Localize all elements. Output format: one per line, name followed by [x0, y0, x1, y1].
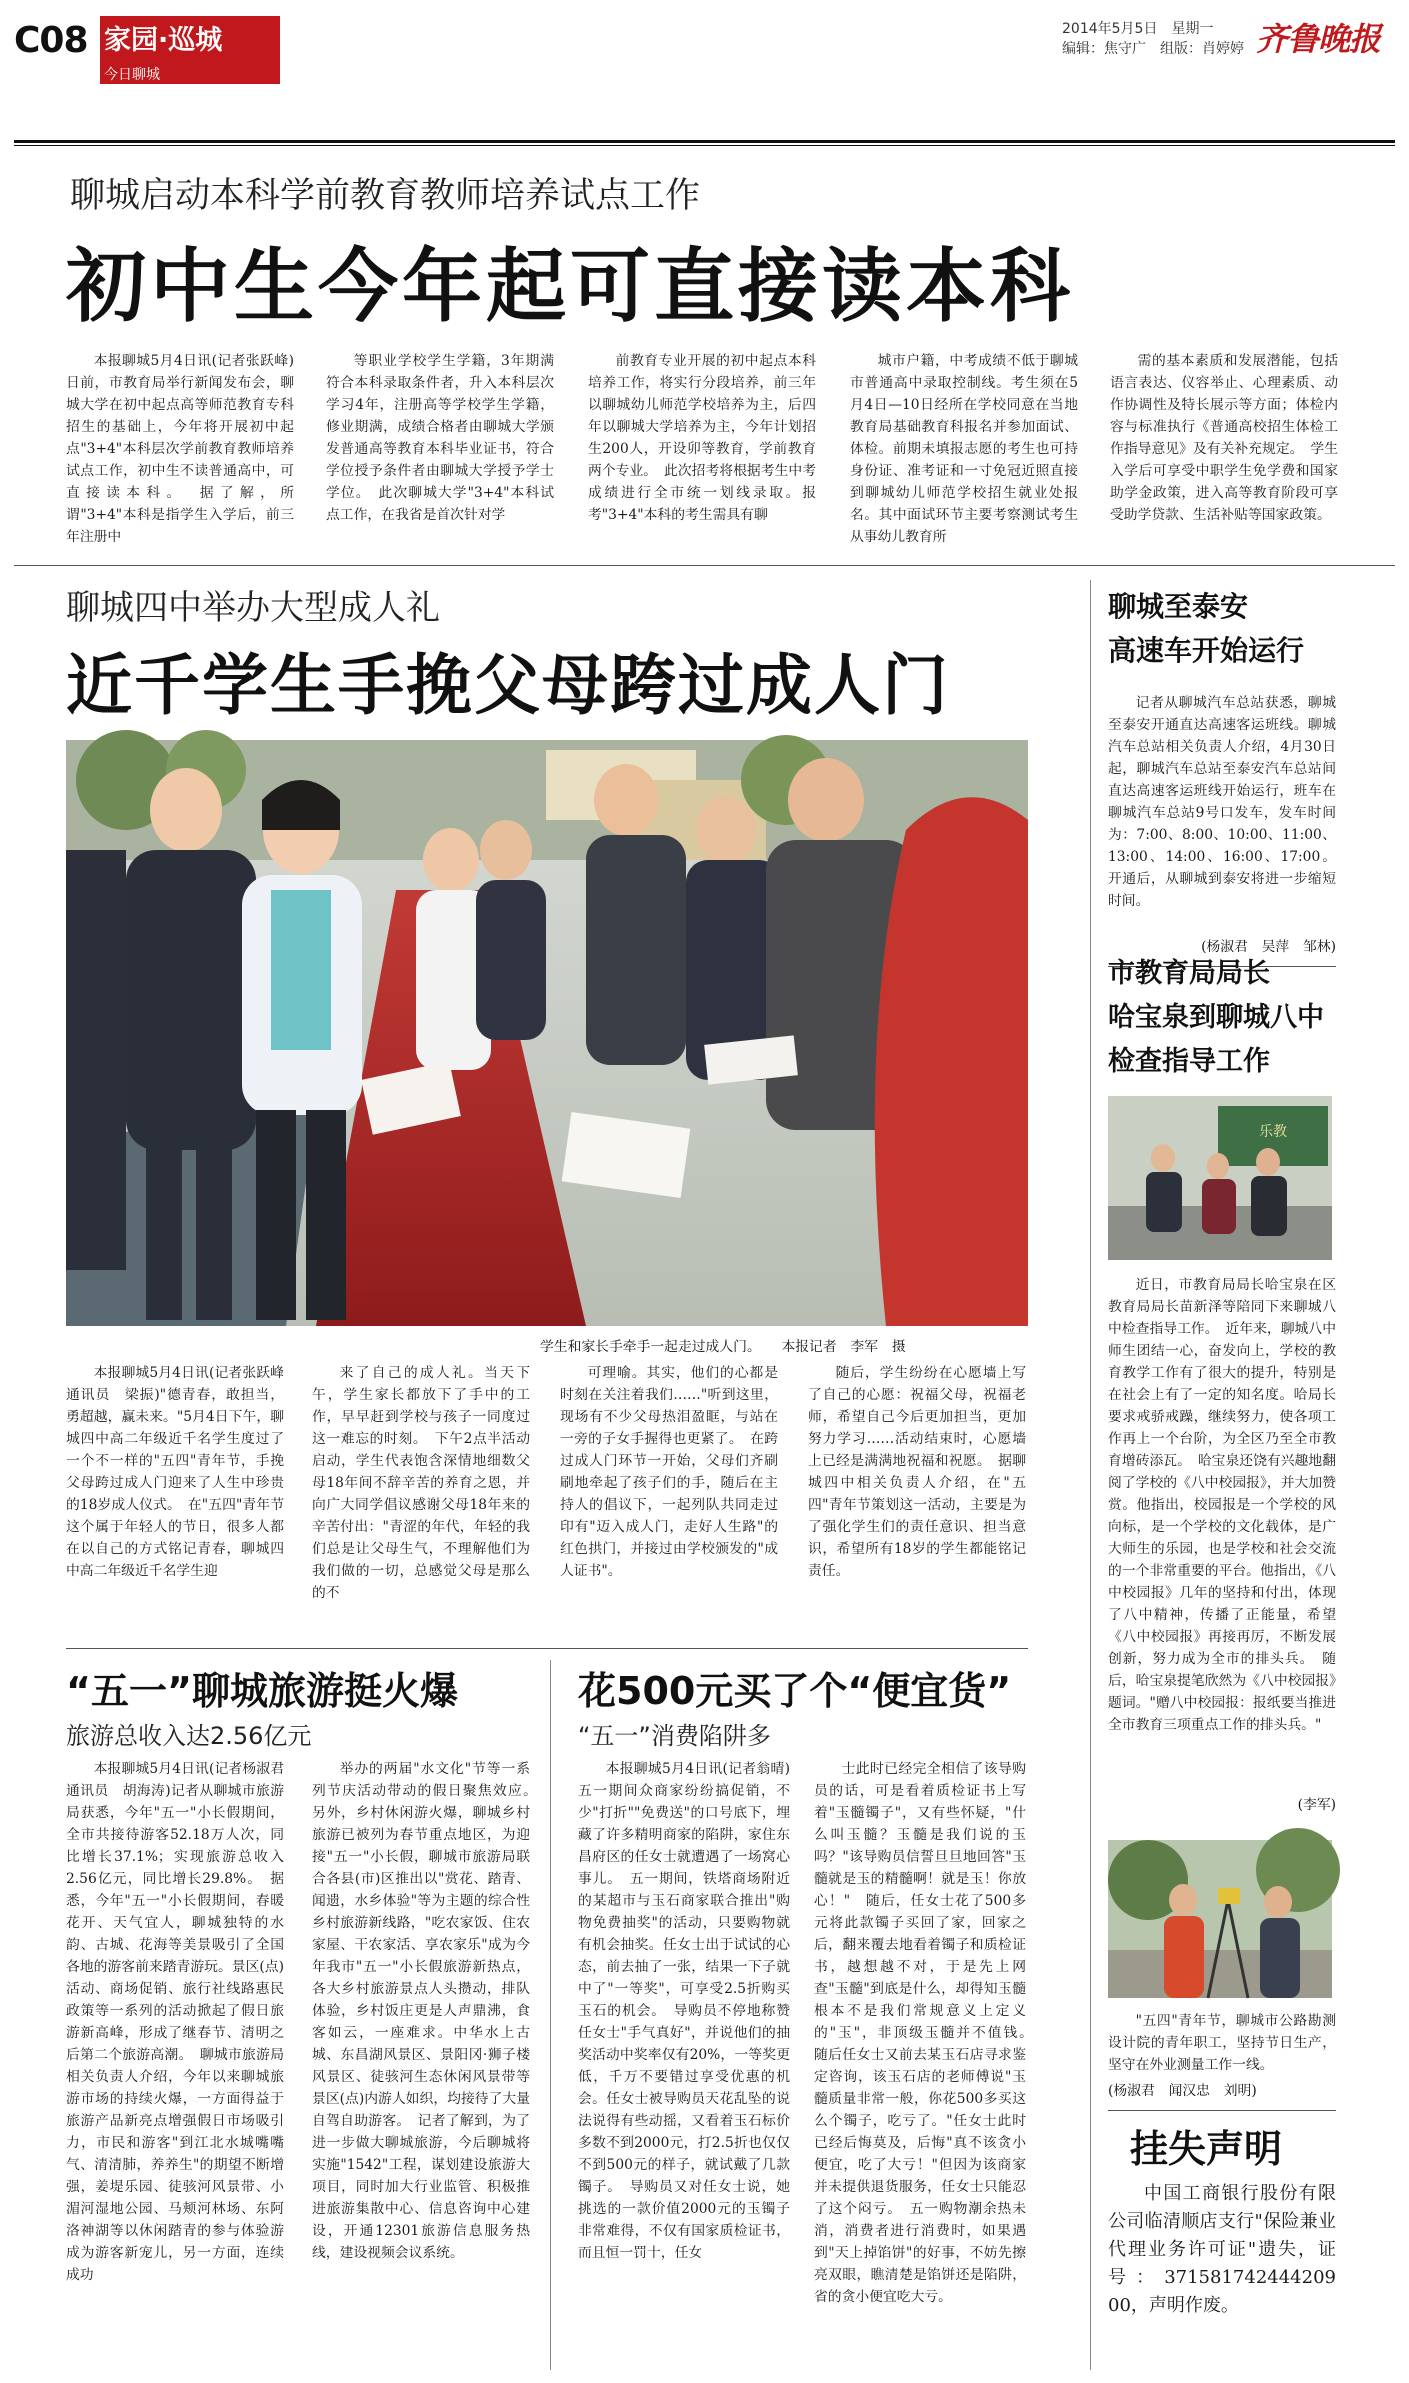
masthead-logo: 齐鲁晚报 [1256, 20, 1381, 58]
story3-col2: 举办的两届"水文化"节等一系列节庆活动带动的假日聚焦效应。 另外，乡村休闲游火爆，聊城乡村旅游已被列为春节重点地区，为迎接"五一"小长假，聊城市旅游局联合各县(市)区推出以"赏花、踏青、闻遗，水乡体验"等为主题的综合性乡村旅游新线路，"吃农家饭、住农家屋、干农家活、享农家乐"成为今年我市"五一"小长假旅游新热点，各大乡村旅游景点人头攒动，排队体验，乡村饭庄更是人声鼎沸，食客如云，一座难求。中华水上古城、东昌湖风景区、景阳冈·狮子楼风景区、徒骇河生态休闲风景带等景区(点)内游人如织，均接待了大量自驾自助游客。 记者了解到，为了进一步做大聊城旅游，今后聊城将实施"1542"工程，谋划建设旅游大项目，同时加大行业监管、积极推进旅游集散中心、信息咨询中心建设，开通12301旅游信息服务热线，建设视频会议系统。 [312, 1761, 544, 2261]
side2-byline: (李军) [1297, 1797, 1336, 1813]
notice-body: 中国工商银行股份有限公司临清顺店支行"保险兼业代理业务许可证"遗失，证号：371581742444209 00，声明作废。 [1108, 2183, 1336, 2316]
survey-photo [1108, 1840, 1332, 1998]
inspection-photo-image [1108, 1096, 1332, 1260]
story3-subhead: 旅游总收入达2.56亿元 [66, 1722, 312, 1750]
divider-story1 [14, 565, 1395, 566]
story1-col5: 需的基本素质和发展潜能，包括语言表达、仪容举止、心理素质、动作协调性及特长展示等方面；体检内容与标准执行《普通高校招生体检工作指导意见》及有关补充规定。 学生入学后可享受中职学生免学费和国家助学金政策，进入高等教育阶段可享受助学贷款、生活补贴等国家政策。 [1110, 353, 1338, 523]
side2-headline-line2: 哈宝泉到聊城八中 [1108, 1002, 1324, 1033]
issue-date: 2014年5月5日 星期一 [1062, 21, 1214, 37]
side1-headline-line2: 高速车开始运行 [1108, 634, 1305, 667]
side1-body: 记者从聊城汽车总站获悉，聊城至泰安开通直达高速客运班线。聊城汽车总站相关负责人介绍，4月30日起，聊城汽车总站至泰安汽车总站间直达高速客运班线开始运行，班车在聊城汽车总站9号口发车，发车时间为：7:00、8:00、10:00、11:00、13:00、14:00、16:00、17:00。开通后，从聊城到泰安将进一步缩短时间。 [1108, 695, 1336, 909]
story2-headline: 近千学生手挽父母跨过成人门 [66, 647, 950, 724]
story2-col2: 来了自己的成人礼。当天下午，学生家长都放下了手中的工作，早早赶到学校与孩子一同度过这一难忘的时刻。 下午2点半活动启动，学生代表饱含深情地细数父母18年间不辞辛苦的养育之恩，并向广大同学倡议感谢父母18年来的辛苦付出："青涩的年代，年轻的我们总是让父母生气，不理解他们为我们做的一切，总感觉父母是那么的不 [312, 1365, 530, 1601]
story4-headline: 花500元买了个“便宜货” [578, 1669, 1012, 1713]
side1-headline-line1: 聊城至泰安 [1108, 590, 1249, 623]
story2-col3: 可理喻。其实，他们的心都是时刻在关注着我们……"听到这里，现场有不少父母热泪盈眶，与站在一旁的子女手握得也更紧了。 在跨过成人门环节一开始，父母们齐刷刷地牵起了孩子们的手，随后在主持人的倡议下，一起列队共同走过印有"迈入成人门，走好人生路"的红色拱门，并接过由学校颁发的"成人证书"。 [560, 1365, 778, 1579]
header-rule-thin [14, 145, 1395, 146]
inspection-photo [1108, 1096, 1332, 1260]
story3-headline: “五一”聊城旅游挺火爆 [66, 1669, 458, 1713]
page-number: C08 [14, 20, 88, 61]
side3-caption: "五四"青年节，聊城市公路勘测设计院的青年职工，坚持节日生产，坚守在外业测量工作一线。 [1108, 2013, 1336, 2073]
story1-col3: 前教育专业开展的初中起点本科培养工作，将实行分段培养，前三年以聊城幼儿师范学校培养为主，后四年以聊城大学培养为主，今年计划招生200人，开设卯等教育，学前教育两个专业。 此次招考将根据考生中考成绩进行全市统一划线录取。报考"3+4"本科的考生需具有聊 [588, 353, 816, 523]
divider-story3-4 [550, 1660, 551, 2370]
story1-kicker: 聊城启动本科学前教育教师培养试点工作 [70, 176, 701, 216]
sidebar-divider [1090, 580, 1091, 2370]
coming-of-age-photo-image [66, 740, 1028, 1326]
section-title: 家园·巡城 [104, 25, 223, 56]
story4-subhead: “五一”消费陷阱多 [578, 1722, 771, 1750]
story1-col2: 等职业学校学生学籍，3年期满符合本科录取条件者，升入本科层次学习4年，注册高等学校学生学籍，修业期满，成绩合格者由聊城大学颁发普通高等教育本科毕业证书，符合学位授予条件者由聊城大学授予学士学位。 此次聊城大学"3+4"本科试点工作，在我省是首次针对学 [326, 353, 554, 523]
side3-byline: (杨淑君 闻汉忠 刘明) [1108, 2083, 1257, 2099]
notice-headline: 挂失声明 [1130, 2127, 1283, 2171]
story1-col4: 城市户籍，中考成绩不低于聊城市普通高中录取控制线。考生须在5月4日—10日经所在学校同意在当地教育局基础教育科报名并参加面试、体检。前期未填报志愿的考生也可持身份证、准考证和一寸免冠近照直接到聊城幼儿师范学校招生就业处报名。其中面试环节主要考察测试考生从事幼儿教育所 [850, 353, 1078, 545]
survey-photo-image [1108, 1840, 1332, 1998]
story1-col1: 本报聊城5月4日讯(记者张跃峰)日前，市教育局举行新闻发布会，聊城大学在初中起点高等师范教育专科招生的基础上，今年将开展初中起点"3+4"本科层次学前教育教师培养试点工作，初中生不读普通高中，可直接读本科。 据了解，所谓"3+4"本科是指学生入学后，前三年注册中 [66, 353, 294, 545]
side2-body: 近日，市教育局局长哈宝泉在区教育局局长苗新泽等陪同下来聊城八中检查指导工作。 近年来，聊城八中师生团结一心，奋发向上，学校的教育教学工作有了很大的提升，特别是在社会上有了一定的知名度。哈局长要求戒骄戒躁，继续努力，使各项工作再上一个台阶，为全区乃至全市教育增砖添瓦。 哈宝泉还饶有兴趣地翻阅了学校的《八中校园报》，并大加赞赏。他指出，校园报是一个学校的风向标，是一个学校的文化载体，是广大师生的乐园，也是学校和社会交流的一个非常重要的平台。他指出，《八中校园报》几年的坚持和付出，体现了八中精神，传播了正能量，希望《八中校园报》再接再厉，不断发展创新，努力成为全市的排头兵。 随后，哈宝泉提笔欣然为《八中校园报》题词。"赠八中校园报：报纸要当推进全市教育三项重点工作的排头兵。" [1108, 1277, 1336, 1733]
header-rule [14, 140, 1395, 143]
coming-of-age-photo [66, 740, 1028, 1326]
divider-notice [1108, 2110, 1336, 2111]
divider-story2 [66, 1648, 1028, 1649]
story2-photo-caption: 学生和家长手牵手一起走过成人门。 本报记者 李军 摄 [540, 1339, 906, 1355]
story4-col1: 本报聊城5月4日讯(记者翁晴) 五一期间众商家纷纷搞促销，不少"打折""免费送"的口号底下，埋藏了许多精明商家的陷阱，家住东昌府区的任女士就遭遇了一场窝心事儿。 五一期间，铁塔商场附近的某超市与玉石商家联合推出"购物免费抽奖"的活动，只要购物就有机会抽奖。任女士出于试试的心态，前去抽了一张，结果一下子就中了"一等奖"，可享受2.5折购买玉石的机会。 导购员不停地称赞任女士"手气真好"，并说他们的抽奖活动中奖率仅有20%，一等奖更低，千万不要错过享受优惠的机会。任女士被导购员天花乱坠的说法说得有些动摇，又看着玉石标价多数不到2000元，打2.5折也仅仅不到500元的样子，就试戴了几款镯子。 导购员又对任女士说，她挑选的一款价值2000元的玉镯子非常难得，不仅有国家质检证书，而且恒一罚十，任女 [578, 1761, 804, 2261]
story1-headline: 初中生今年起可直接读本科 [66, 240, 1074, 333]
story2-kicker: 聊城四中举办大型成人礼 [66, 588, 440, 628]
story2-col1: 本报聊城5月4日讯(记者张跃峰 通讯员 梁振)"德青春，敢担当，勇超越，赢未来。"5月4日下午，聊城四中高二年级近千名学生度过了一个不一样的"五四"青年节，手挽父母跨过成人门迎来了人生中珍贵的18岁成人仪式。 在"五四"青年节这个属于年轻人的节日，很多人都在以自己的方式铭记青春，聊城四中高二年级近千名学生迎 [66, 1365, 298, 1579]
sub-section-label: 今日聊城 [104, 67, 160, 83]
inspection-photo-sign: 乐教 [1259, 1124, 1287, 1140]
side2-headline-line3: 检查指导工作 [1108, 1046, 1270, 1077]
editor-credits: 编辑：焦守广 组版：肖婷婷 [1062, 41, 1244, 57]
side1-byline: (杨淑君 吴萍 邹林) [1201, 939, 1336, 955]
story4-col2: 士此时已经完全相信了该导购员的话，可是看着质检证书上写着"玉髓镯子"，又有些怀疑，"什么叫玉髓？玉髓是我们说的玉吗？"该导购员信誓旦旦地回答"玉髓就是玉的精髓啊！就是玉！你放心！" 随后，任女士花了500多元将此款镯子买回了家，回家之后，翻来覆去地看着镯子和质检证书，越想越不对，于是先上网查"玉髓"到底是什么，却得知玉髓根本不是我们常规意义上定义的"玉"，非顶级玉髓并不值钱。 随后任女士又前去某玉石店寻求鉴定咨询，该玉石店的老师傅说"玉髓质量非常一般，你花500多买这么个镯子，吃亏了。"任女士此时已经后悔莫及，后悔"真不该贪小便宜，吃了大亏！"但因为该商家并未提供退货服务，任女士只能忍了这个闷亏。 五一购物潮余热未消，消费者进行消费时，如果遇到"天上掉馅饼"的好事，不妨先擦亮双眼，瞧清楚是馅饼还是陷阱，省的贪小便宜吃大亏。 [814, 1761, 1040, 2305]
side2-headline-line1: 市教育局局长 [1108, 958, 1270, 989]
story3-col1: 本报聊城5月4日讯(记者杨淑君 通讯员 胡海涛)记者从聊城市旅游局获悉，今年"五一"小长假期间，全市共接待游客52.18万人次，同比增长37.1%；实现旅游总收入2.56亿元，同比增长29.8%。 据悉，今年"五一"小长假期间，春暖花开、天气宜人，聊城独特的水韵、古城、花海等美景吸引了全国各地的游客前来踏青游玩。景区(点)活动、商场促销、旅行社线路惠民政策等一系列的活动掀起了假日旅游新高峰，形成了继春节、清明之后第二个旅游高潮。 聊城市旅游局相关负责人介绍，今年以来聊城旅游市场的持续火爆，一方面得益于旅游产品新亮点增强假日市场吸引力，市民和游客"到江北水城嘴嘴气、清清肺，养养生"的期望不断增强，姜堤乐园、徒骇河风景带、小湄河湿地公园、马颊河林场、东阿洛神湖等以休闲踏青的参与体验游成为游客新宠儿，另一方面，连续成功 [66, 1761, 298, 2283]
story2-col4: 随后，学生纷纷在心愿墙上写了自己的心愿：祝福父母，祝福老师，希望自己今后更加担当，更加努力学习……活动结束时，心愿墙上已经是满满地祝福和祝愿。 据聊城四中相关负责人介绍，在"五四"青年节策划这一活动，主要是为了强化学生们的责任意识、担当意识，希望所有18岁的学生都能铭记责任。 [808, 1365, 1026, 1579]
